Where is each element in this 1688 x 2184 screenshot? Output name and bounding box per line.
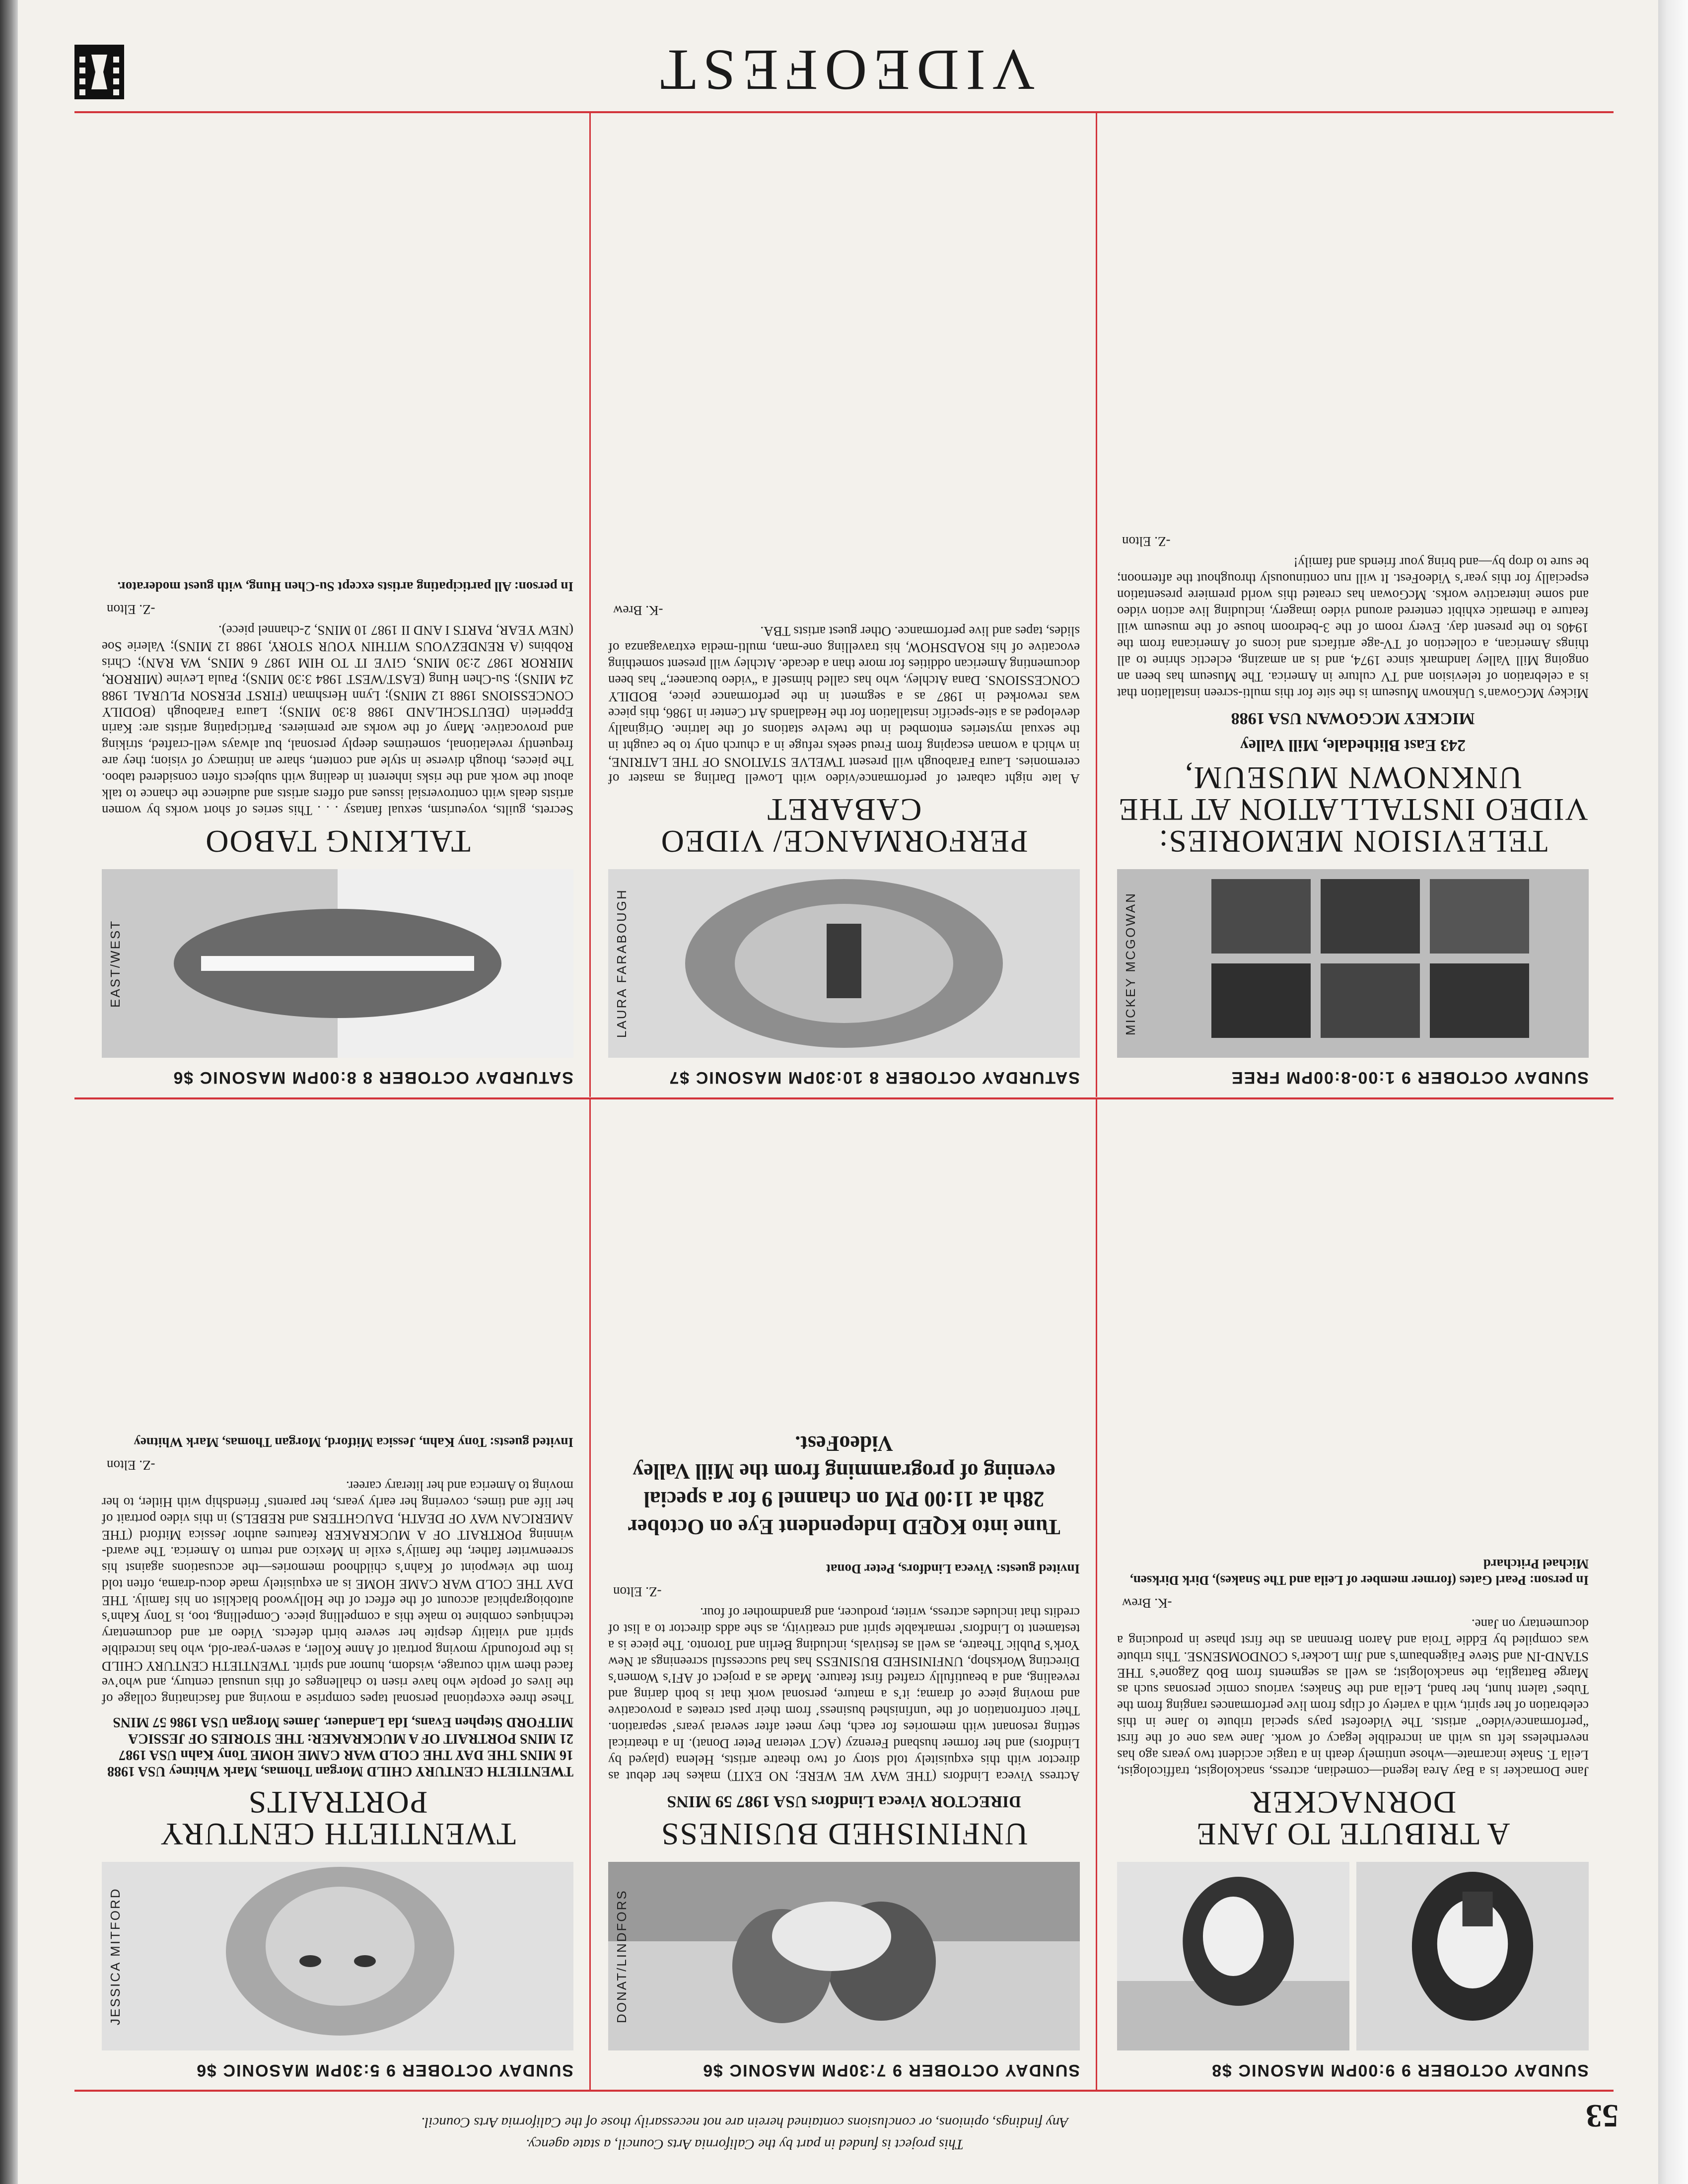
program-twentieth-century-portraits <box>102 1434 573 2080</box>
program-description: Secrets, guilts, voyeurism, sexual fantasy . . . This series of short works by women artists deals with controversial issues and offers artists and audience the chance to talk about the work and the risks inherent in dealing with subjects often considered taboo. The pieces, though diverse in style and content, share an intimacy of vision; they are frequently revelational, sometimes deeply personal, but always well-crafted, striking and provocative. Many of the works are premieres. Participating artists are: Karin Epperlein (DEUTSCHLAND 1988 8:30 MINS); Laura Farabough (BODILY CONCESSIONS 1988 12 MINS); Lynn Hershman (FIRST PERSON PLURAL 1988 24 MINS); Su-Chen Hung (EAST/WEST 1984 3:30 MINS); Paula Levine (MIRROR, MIRROR 1987 2:30 MINS, GIVE IT TO HIM 1987 6 MINS, WA RAN); Chris Robbins (A RENDEZVOUS WITHIN YOUR STORY, 1988 12 MINS); Valerie Soe (NEW YEAR, PARTS I AND II 1987 10 MINS, 2-channel piece). <box>102 623 573 818</box>
photo-image <box>102 1862 573 2050</box>
photo-image <box>1117 1862 1349 2050</box>
program-title: UNFINISHED BUSINESS <box>660 1817 1028 1852</box>
program-title: TWENTIETH CENTURY PORTRAITS <box>159 1785 516 1852</box>
page-binding <box>0 0 18 2184</box>
screening-info: SATURDAY OCTOBER 8 10:30PM MASONIC $7 <box>668 1068 1080 1087</box>
author-signoff: -Z. Elton <box>1122 534 1171 549</box>
program-description: A late night cabaret of performance/video with Lowell Darling as master of ceremonies. Laura Farabough will present TWELVE STATIONS OF THE LATRINE, in which a woman escaping from Freud seeks refuge in a church only to be caught in the sexual mysteries entombed in the twelve stations of the latrine. Originally developed as a site-specific installation for the Headlands Art Center in 1986, this piece was reworked in 1987 as a segment in the performance piece, BODILY CONCESSIONS. Dana Atchley, who has called himself a “video bucaneer,” has been documenting American oddities for more than a decade. Atchley will present something evocative of his ROADSHOW, his travelling one-man, multi-media extravaganza of slides, tapes and live performance. Other guest artists TBA. <box>608 624 1080 786</box>
film-reel-logo-icon <box>74 45 124 99</box>
program-credits: MICKEY MCGOWAN USA 1988 <box>1231 709 1475 728</box>
program-television-memories <box>1117 527 1589 1087</box>
screening-info: SATURDAY OCTOBER 8 8:00PM MASONIC $6 <box>172 1068 573 1087</box>
funding-credit: This project is funded in part by the California Arts Council, a state agency. <box>525 2136 964 2152</box>
divider <box>74 1097 1614 1099</box>
author-signoff: -K. Brew <box>1122 1596 1172 1611</box>
program-description: Actress Viveca Lindfors (THE WAY WE WERE; NO EXIT) makes her debut as director with this exquisitely told story of two theatre artists, Helena (played by Lindfors) and her former husband Ferenzy (ACT veteran Peter Donat). In a theatrical setting resonant with memories for each, they meet after several years’ separation. Their confrontation of the ‘unfinished business’ from their past creates a provocative and moving piece of drama; it’s a mature, personal work that is both daring and revealing, and a beautifully crafted first feature. Made as a project of AFI’s Women’s Directing Workshop, UNFINISHED BUSINESS has had successful screenings at New York’s Public Theatre, as well as festivals, including Berlin and Toronto. The piece is a testament to Lindfors’ remarkable spirit and creativity, as she adds director to a list of credits that includes actress, writer, producer, and grandmother of four. <box>608 1605 1080 1784</box>
program-unfinished-business <box>608 1430 1080 2080</box>
broadcast-announcement: Tune into KQED Independent Eye on October 28th at 11:00 PM on channel 9 for a special evening of programming from the Mill Valley VideoFest. <box>628 1432 1060 1539</box>
program-description: Jane Dornacker is a Bay Area legend—comedian, actress, snackologist, trafficologist, Leila T. Snake incarnate—whose untimely death in a tragic accident two years ago has nevertheless left us with an incredible legacy of work. Jane was one of the first “performance/video” artists. The Videofest pays special tribute to Jane in this celebration of her spirit, with a variety of clips from live performances ranging from the Tubes’ talent hunt, her band, Leila and the Snakes; various comic personas such as Marge Battaglia, the snackologist; as well as segments from Bob Zagone’s THE STAND-IN and Steve Faigenbaum’s and Jim Locker’s CONDOMSENSE. This tribute was compiled by Eddie Troia and Aaron Brennan as the first phase in producing a documentary on Jane. <box>1117 1617 1589 1779</box>
photo <box>1356 1862 1589 2050</box>
program-dornacker <box>1117 1556 1589 2080</box>
program-title: A TRIBUTE TO JANE DORNACKER <box>1196 1785 1510 1852</box>
program-talking-taboo <box>102 578 573 1087</box>
author-signoff: -K. Brew <box>613 603 663 618</box>
photo-image <box>1356 1862 1589 2050</box>
divider <box>589 113 591 1097</box>
divider <box>1096 1099 1097 2090</box>
program-title: TALKING TABOO <box>205 824 471 859</box>
guest-list: Invited guests: Tony Kahn, Jessica Mitford, Morgan Thomas, Mark Whitney <box>134 1435 573 1450</box>
photo-credit: LAURA FARABOUGH <box>614 888 629 1038</box>
program-description: Mickey McGowan’s Unknown Museum is the site for this multi-screen installation that is a celebration of television and TV culture in America. The Museum has been an ongoing Mill Valley landmark since 1974, and is an amazing, eclectic shrine to all things American, a collection of TV-age artifacts and icons of Americana from the 1940s to the present day. Every room of the 3-bedroom house of the museum will feature a thematic exhibit centered around video imagery, including live action video and some interactive works. McGowan has created this world premiere presentation especially for this year’s VideoFest. It will run continuously throughout the afternoon; be sure to drop by—and bring your friends and family! <box>1117 555 1589 701</box>
funding-disclaimer: Any findings, opinions, or conclusions contained herein are not necessarily those of the California Arts Council. <box>421 2115 1068 2130</box>
program-performance-video-cabaret <box>608 596 1080 1087</box>
program-credits: TWENTIETH CENTURY CHILD Morgan Thomas, Mark Whitney USA 1988 16 MINS THE DAY THE COLD WAR CAME HOME Tony Kahn USA 1987 21 MINS PORTRAIT OF A MUCKRAKER: THE STORIES OF JESSICA MITFORD Stephen Evans, Ida Landauer, James Morgan USA 1986 57 MINS <box>107 1714 573 1779</box>
photo-image <box>1117 869 1589 1058</box>
program-title: PERFORMANCE/ VIDEO CABARET <box>660 792 1028 859</box>
photo <box>1117 1862 1349 2050</box>
program-credits: DIRECTOR Viveca Lindfors USA 1987 59 MINS <box>667 1792 1021 1811</box>
photo-credit: MICKEY MCGOWAN <box>1123 891 1138 1035</box>
author-signoff: -Z. Elton <box>107 1458 155 1473</box>
photo <box>608 1862 1080 2050</box>
guest-list: Invited guests: Viveca Lindfors, Peter Donat <box>826 1562 1080 1576</box>
author-signoff: -Z. Elton <box>613 1584 662 1599</box>
photo <box>1117 869 1589 1058</box>
divider <box>74 111 1614 113</box>
page-number: 53 <box>1586 2098 1618 2134</box>
program-description: These three exceptional personal tapes comprise a moving and fascinating collage of the lives of people who have risen to challenges of this unusual century, and who’ve faced them with courage, wisdom, humor and spirit. TWENTIETH CENTURY CHILD is the profoundly moving portrait of Anne Koller, a seven-year-old, who has incredible spirit and vitality despite her severe birth defects. Video art and documentary techniques combine to make this a compelling piece. Compelling, too, is Tony Kahn’s autobiographical account of the effect of the Hollywood blacklist on his family. THE DAY THE COLD WAR CAME HOME is an exquisitely made docu-drama, often told from the viewpoint of Kahn’s childhood memories—the accusations against his screenwriter father, the family’s exile in Mexico and return to America. The award-winning PORTRAIT OF A MUCKRAKER features author Jessica Mitford (THE AMERICAN WAY OF DEATH, DAUGHTERS and REBELS) in this video portrait of her life and times, covering her early years, her parents’ friendship with Hitler, to her moving to America and her literary career. <box>102 1479 573 1706</box>
masthead: VIDEOFEST <box>653 38 1035 103</box>
divider <box>589 1099 591 2090</box>
divider <box>74 2090 1614 2092</box>
page-edge-shadow <box>1658 0 1688 2184</box>
photo-credit: JESSICA MITFORD <box>108 1887 123 2025</box>
photo <box>102 869 573 1058</box>
screening-info: SUNDAY OCTOBER 9 1:00-8:00PM FREE <box>1230 1068 1589 1087</box>
screening-info: SUNDAY OCTOBER 9 5:30PM MASONIC $6 <box>196 2061 573 2080</box>
screening-info: SUNDAY OCTOBER 9 7:30PM MASONIC $6 <box>702 2061 1080 2080</box>
photo-credit: DONAT/LINDFORS <box>614 1889 629 2023</box>
guest-list: In person: Pearl Gates (former member of Leila and The Snakes), Dirk Dirksen, Michael Pritchard <box>1130 1557 1589 1588</box>
divider <box>1096 113 1097 1097</box>
photo <box>102 1862 573 2050</box>
screening-info: SUNDAY OCTOBER 9 9:00PM MASONIC $8 <box>1211 2061 1589 2080</box>
guest-list: In person: All participating artists except Su-Chen Hung, with guest moderator. <box>117 579 573 594</box>
photo-image <box>608 1862 1080 2050</box>
program-title: TELEVISION MEMORIES: VIDEO INSTALLATION AT THE UNKNOWN MUSEUM, <box>1118 760 1588 859</box>
photo-image <box>102 869 573 1058</box>
author-signoff: -Z. Elton <box>107 602 155 617</box>
venue-address: 243 East Blithedale, Mill Valley <box>1240 736 1466 754</box>
photo-credit: EAST/WEST <box>108 919 123 1008</box>
photo-image <box>608 869 1080 1058</box>
photo <box>608 869 1080 1058</box>
